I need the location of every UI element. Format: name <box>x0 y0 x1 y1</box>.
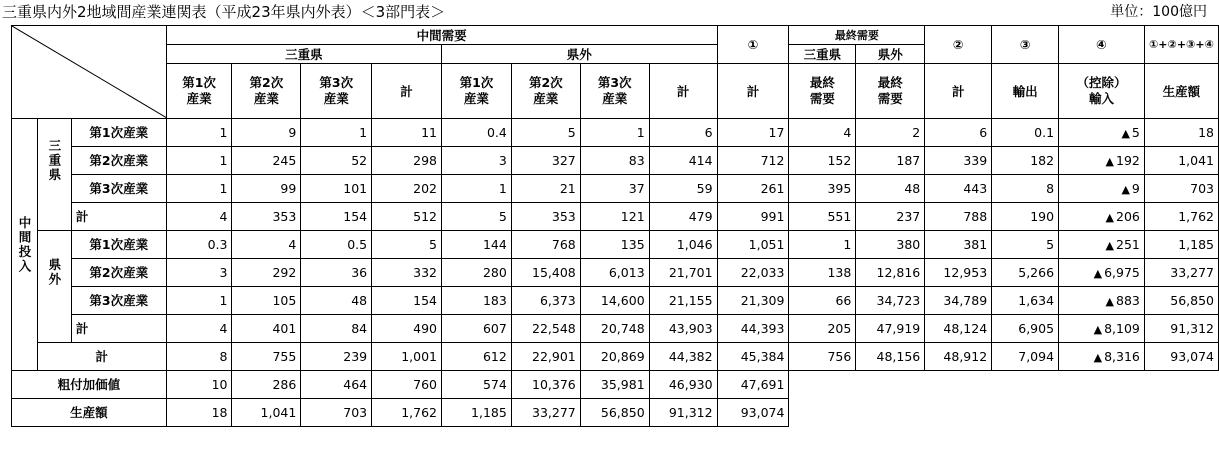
cell-value: 251 <box>1116 236 1140 252</box>
cell-value: 192 <box>1116 152 1140 168</box>
row-label: 計 <box>37 343 166 371</box>
data-cell: 43,903 <box>649 315 717 343</box>
data-cell: 59 <box>649 175 717 203</box>
cell-value: 9 <box>1131 180 1140 196</box>
outside-group-spacer <box>37 315 71 343</box>
data-cell: 1,185 <box>1144 231 1218 259</box>
negative-triangle-icon: ▲ <box>1121 126 1130 140</box>
out-sector2-header: 第2次 産業 <box>511 64 580 119</box>
data-cell: 101 <box>301 175 372 203</box>
data-cell: 183 <box>441 287 511 315</box>
intermediate-demand-header: 中間需要 <box>166 26 717 45</box>
data-cell: 20,748 <box>580 315 649 343</box>
table-row <box>12 259 1219 287</box>
data-cell: 121 <box>580 203 649 231</box>
row-label: 生産額 <box>12 399 167 427</box>
data-cell <box>1059 343 1145 371</box>
col-3-label: 輸出 <box>992 64 1059 119</box>
cell-value: 5 <box>1131 124 1140 140</box>
data-cell: 1 <box>166 287 232 315</box>
data-cell <box>1059 175 1145 203</box>
data-cell: 22,033 <box>717 259 789 287</box>
negative-triangle-icon: ▲ <box>1093 322 1103 336</box>
col-4-mark: ④ <box>1059 26 1145 64</box>
data-cell: 46,930 <box>649 371 717 399</box>
row-label: 計 <box>71 203 166 231</box>
negative-triangle-icon: ▲ <box>1093 350 1103 364</box>
data-cell: 48,912 <box>925 343 992 371</box>
data-cell: 1,001 <box>372 343 442 371</box>
data-cell: 1,046 <box>649 231 717 259</box>
data-cell: 1,762 <box>1144 203 1218 231</box>
data-cell: 35,981 <box>580 371 649 399</box>
fd-outside-header: 県外 <box>856 45 925 64</box>
data-cell: 1 <box>301 119 372 147</box>
data-cell: 21 <box>511 175 580 203</box>
data-cell: 5 <box>372 231 442 259</box>
final-demand-header: 最終需要 <box>789 26 925 45</box>
data-cell: 0.4 <box>441 119 511 147</box>
data-cell: 5 <box>511 119 580 147</box>
data-cell: 48 <box>856 175 925 203</box>
data-cell: 768 <box>511 231 580 259</box>
table-row <box>12 315 1219 343</box>
mie-group-spacer <box>37 203 71 231</box>
data-cell: 33,277 <box>511 399 580 427</box>
row-label: 第1次産業 <box>71 231 166 259</box>
col-3-mark: ③ <box>992 26 1059 64</box>
data-cell: 1,041 <box>232 399 301 427</box>
data-cell: 138 <box>789 259 856 287</box>
corner-diagonal <box>12 26 166 118</box>
data-cell: 12,953 <box>925 259 992 287</box>
data-cell: 612 <box>441 343 511 371</box>
data-cell: 93,074 <box>1144 343 1218 371</box>
data-cell: 4 <box>166 203 232 231</box>
data-cell: 56,850 <box>580 399 649 427</box>
data-cell: 512 <box>372 203 442 231</box>
data-cell: 10,376 <box>511 371 580 399</box>
data-cell: 22,901 <box>511 343 580 371</box>
table-row <box>12 203 1219 231</box>
unit-label: 単位：100億円 <box>1110 4 1207 20</box>
data-cell: 6 <box>649 119 717 147</box>
table-row <box>12 231 1219 259</box>
data-cell: 479 <box>649 203 717 231</box>
col-1-label: 計 <box>717 64 789 119</box>
table-row <box>12 147 1219 175</box>
cell-value: 883 <box>1116 292 1140 308</box>
data-cell: 1,041 <box>1144 147 1218 175</box>
mie-total-header: 計 <box>372 64 442 119</box>
negative-triangle-icon: ▲ <box>1105 210 1115 224</box>
data-cell: 21,701 <box>649 259 717 287</box>
data-cell: 15,408 <box>511 259 580 287</box>
data-cell: 2 <box>856 119 925 147</box>
data-cell: 464 <box>301 371 372 399</box>
data-cell: 0.3 <box>166 231 232 259</box>
data-cell: 135 <box>580 231 649 259</box>
mie-sector2-header: 第2次 産業 <box>232 64 301 119</box>
data-cell: 91,312 <box>649 399 717 427</box>
data-cell: 44,382 <box>649 343 717 371</box>
io-table <box>11 25 1219 427</box>
col-2-label: 計 <box>925 64 992 119</box>
mie-row-group-label: 三重県 <box>37 119 71 203</box>
data-cell: 1,634 <box>992 287 1059 315</box>
header-row-1 <box>12 26 1219 45</box>
data-cell: 991 <box>717 203 789 231</box>
data-cell: 205 <box>789 315 856 343</box>
data-cell: 47,919 <box>856 315 925 343</box>
data-cell: 353 <box>232 203 301 231</box>
data-cell: 6,373 <box>511 287 580 315</box>
blank-area <box>789 371 1219 399</box>
data-cell: 395 <box>789 175 856 203</box>
data-cell: 56,850 <box>1144 287 1218 315</box>
data-cell: 4 <box>232 231 301 259</box>
negative-triangle-icon: ▲ <box>1093 266 1103 280</box>
row-label: 第1次産業 <box>71 119 166 147</box>
data-cell: 760 <box>372 371 442 399</box>
data-cell: 788 <box>925 203 992 231</box>
mie-header: 三重県 <box>166 45 441 64</box>
data-cell: 105 <box>232 287 301 315</box>
data-cell <box>1059 231 1145 259</box>
row-label: 第3次産業 <box>71 287 166 315</box>
row-label: 粗付加価値 <box>12 371 167 399</box>
table-row <box>12 343 1219 371</box>
fd-mie-header: 三重県 <box>789 45 856 64</box>
header-row-3 <box>12 64 1219 119</box>
data-cell: 9 <box>232 119 301 147</box>
data-cell: 574 <box>441 371 511 399</box>
data-cell: 152 <box>789 147 856 175</box>
data-cell: 21,309 <box>717 287 789 315</box>
data-cell: 245 <box>232 147 301 175</box>
table-row <box>12 371 1219 399</box>
data-cell: 6 <box>925 119 992 147</box>
outside-row-group-label: 県外 <box>37 231 71 315</box>
data-cell: 202 <box>372 175 442 203</box>
data-cell: 703 <box>301 399 372 427</box>
data-cell: 48,156 <box>856 343 925 371</box>
table-row <box>12 119 1219 147</box>
data-cell: 52 <box>301 147 372 175</box>
data-cell: 12,816 <box>856 259 925 287</box>
data-cell: 607 <box>441 315 511 343</box>
blank-area <box>789 399 1219 427</box>
out-total-header: 計 <box>649 64 717 119</box>
data-cell: 11 <box>372 119 442 147</box>
data-cell: 339 <box>925 147 992 175</box>
table-row <box>12 399 1219 427</box>
outside-header: 県外 <box>441 45 717 64</box>
data-cell: 8 <box>166 343 232 371</box>
data-cell: 47,691 <box>717 371 789 399</box>
data-cell <box>1059 203 1145 231</box>
cell-value: 206 <box>1116 208 1140 224</box>
data-cell: 4 <box>166 315 232 343</box>
data-cell: 1 <box>580 119 649 147</box>
col-2-mark: ② <box>925 26 992 64</box>
data-cell: 66 <box>789 287 856 315</box>
data-cell: 154 <box>372 287 442 315</box>
table-row <box>12 287 1219 315</box>
negative-triangle-icon: ▲ <box>1105 154 1115 168</box>
data-cell <box>1059 147 1145 175</box>
data-cell: 48,124 <box>925 315 992 343</box>
data-cell: 99 <box>232 175 301 203</box>
row-label: 第2次産業 <box>71 147 166 175</box>
data-cell: 36 <box>301 259 372 287</box>
data-cell: 490 <box>372 315 442 343</box>
data-cell: 21,155 <box>649 287 717 315</box>
data-cell: 5 <box>992 231 1059 259</box>
data-cell: 755 <box>232 343 301 371</box>
data-cell: 14,600 <box>580 287 649 315</box>
data-cell: 5 <box>441 203 511 231</box>
data-cell: 91,312 <box>1144 315 1218 343</box>
data-cell <box>1059 119 1145 147</box>
mie-sector1-header: 第1次 産業 <box>166 64 232 119</box>
data-cell: 0.1 <box>992 119 1059 147</box>
data-cell: 298 <box>372 147 442 175</box>
negative-triangle-icon: ▲ <box>1121 182 1130 196</box>
data-cell: 280 <box>441 259 511 287</box>
data-cell <box>1059 315 1145 343</box>
data-cell: 381 <box>925 231 992 259</box>
data-cell: 237 <box>856 203 925 231</box>
data-cell: 33,277 <box>1144 259 1218 287</box>
data-cell: 37 <box>580 175 649 203</box>
data-cell: 1 <box>789 231 856 259</box>
data-cell: 703 <box>1144 175 1218 203</box>
data-cell: 83 <box>580 147 649 175</box>
row-label: 計 <box>71 315 166 343</box>
data-cell: 292 <box>232 259 301 287</box>
data-cell: 154 <box>301 203 372 231</box>
data-cell: 3 <box>166 259 232 287</box>
data-cell: 401 <box>232 315 301 343</box>
col-1-mark: ① <box>717 26 789 64</box>
data-cell: 34,789 <box>925 287 992 315</box>
data-cell: 20,869 <box>580 343 649 371</box>
cell-value: 6,975 <box>1104 264 1140 280</box>
data-cell: 45,384 <box>717 343 789 371</box>
fd-mie-sub-header: 最終 需要 <box>789 64 856 119</box>
data-cell: 34,723 <box>856 287 925 315</box>
data-cell: 1 <box>441 175 511 203</box>
data-cell: 261 <box>717 175 789 203</box>
out-sector1-header: 第1次 産業 <box>441 64 511 119</box>
data-cell: 182 <box>992 147 1059 175</box>
data-cell: 353 <box>511 203 580 231</box>
col-5-label: 生産額 <box>1144 64 1218 119</box>
data-cell: 443 <box>925 175 992 203</box>
data-cell: 1 <box>166 147 232 175</box>
data-cell: 1 <box>166 175 232 203</box>
data-cell: 756 <box>789 343 856 371</box>
intermediate-input-label: 中間投入 <box>12 119 38 371</box>
data-cell: 1,762 <box>372 399 442 427</box>
data-cell: 0.5 <box>301 231 372 259</box>
data-cell: 18 <box>1144 119 1218 147</box>
data-cell: 8 <box>992 175 1059 203</box>
corner-cell <box>12 26 167 119</box>
out-sector3-header: 第3次 産業 <box>580 64 649 119</box>
data-cell: 6,905 <box>992 315 1059 343</box>
data-cell: 17 <box>717 119 789 147</box>
cell-value: 8,109 <box>1104 320 1140 336</box>
data-cell: 1,185 <box>441 399 511 427</box>
mie-sector3-header: 第3次 産業 <box>301 64 372 119</box>
data-cell: 414 <box>649 147 717 175</box>
col-4-label: （控除） 輸入 <box>1059 64 1145 119</box>
table-title: 三重県内外2地域間産業連関表（平成23年県内外表）＜3部門表＞ <box>2 3 446 21</box>
data-cell: 286 <box>232 371 301 399</box>
data-cell: 327 <box>511 147 580 175</box>
data-cell: 144 <box>441 231 511 259</box>
data-cell: 84 <box>301 315 372 343</box>
data-cell <box>1059 287 1145 315</box>
data-cell: 18 <box>166 399 232 427</box>
data-cell: 190 <box>992 203 1059 231</box>
data-cell: 187 <box>856 147 925 175</box>
data-cell: 712 <box>717 147 789 175</box>
data-cell: 4 <box>789 119 856 147</box>
data-cell: 10 <box>166 371 232 399</box>
data-cell: 332 <box>372 259 442 287</box>
table-row <box>12 175 1219 203</box>
data-cell: 551 <box>789 203 856 231</box>
data-cell: 3 <box>441 147 511 175</box>
data-cell: 48 <box>301 287 372 315</box>
col-5-mark: ①+②+③+④ <box>1144 26 1218 64</box>
data-cell: 93,074 <box>717 399 789 427</box>
data-cell: 7,094 <box>992 343 1059 371</box>
row-label: 第2次産業 <box>71 259 166 287</box>
data-cell: 44,393 <box>717 315 789 343</box>
data-cell: 6,013 <box>580 259 649 287</box>
data-cell: 380 <box>856 231 925 259</box>
data-cell: 22,548 <box>511 315 580 343</box>
negative-triangle-icon: ▲ <box>1105 238 1115 252</box>
cell-value: 8,316 <box>1104 348 1140 364</box>
data-cell <box>1059 259 1145 287</box>
data-cell: 1,051 <box>717 231 789 259</box>
negative-triangle-icon: ▲ <box>1105 294 1115 308</box>
row-label: 第3次産業 <box>71 175 166 203</box>
data-cell: 1 <box>166 119 232 147</box>
data-cell: 5,266 <box>992 259 1059 287</box>
data-cell: 239 <box>301 343 372 371</box>
fd-out-sub-header: 最終 需要 <box>856 64 925 119</box>
